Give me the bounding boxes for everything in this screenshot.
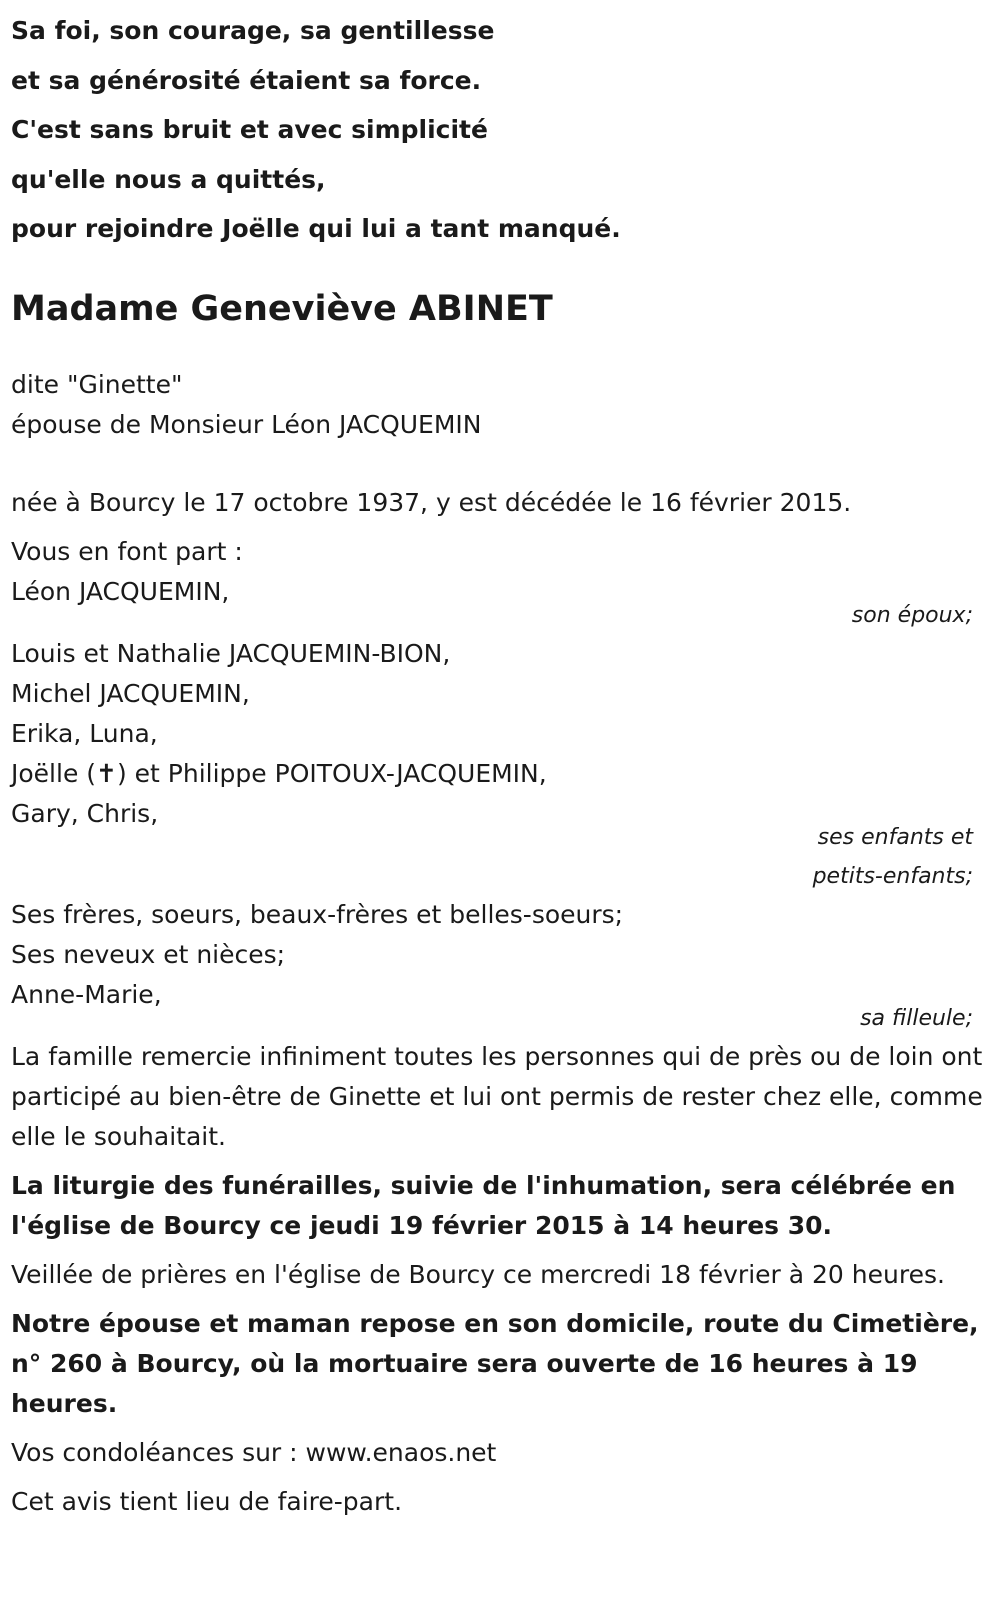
poem [11,0,989,254]
spacer [11,331,989,365]
child-line-3: Erika, Luna, [11,718,158,748]
nickname: dite "Ginette" [11,369,183,399]
funeral-paragraph: La liturgie des funérailles, suivie de l'inhumation, sera célébrée en l'église de Bourcy ce jeudi 19 février 2015 à 14 heures 30. [11,1170,956,1240]
poem-line-2: et sa générosité étaient sa force. [11,65,482,95]
rest-paragraph: Notre épouse et maman repose en son domicile, route du Cimetière, n° 260 à Bourcy, où la mortuaire sera ouverte de 16 heures à 19 heures. [11,1308,979,1418]
poem-line-3: C'est sans bruit et avec simplicité [11,115,488,144]
spouse-role: son époux; [851,602,973,628]
child-line-1: Louis et Nathalie JACQUEMIN-BION, [11,638,451,668]
deceased-name: Madame Geneviève ABINET [11,288,553,329]
spacer [11,445,989,483]
relatives-line-1: Ses frères, soeurs, beaux-frères et belles-soeurs; [11,899,624,929]
poem-line-5: pour rejoindre Joëlle qui lui a tant manqué. [11,214,621,243]
poem-line-1: Sa foi, son courage, sa gentillesse [11,16,495,45]
condolences-line: Vos condoléances sur : www.enaos.net [11,1437,497,1467]
vigil-paragraph: Veillée de prières en l'église de Bourcy ce mercredi 18 février à 20 heures. [11,1259,945,1289]
spouse-line: épouse de Monsieur Léon JACQUEMIN [11,409,482,439]
notice-line: Cet avis tient lieu de faire-part. [11,1486,403,1516]
child-line-4: Joëlle (✝) et Philippe POITOUX-JACQUEMIN, [11,758,547,788]
goddaughter-role: sa filleule; [860,1005,973,1031]
children-role-1: ses enfants et [817,824,973,850]
birth-death-line: née à Bourcy le 17 octobre 1937, y est décédée le 16 février 2015. [11,487,852,517]
child-line-5: Gary, Chris, [11,798,159,828]
poem-line-4: qu'elle nous a quittés, [11,164,326,194]
child-line-2: Michel JACQUEMIN, [11,678,250,708]
spouse-name: Léon JACQUEMIN, [11,576,230,606]
relatives-line-3: Anne-Marie, [11,979,162,1009]
relatives-line-2: Ses neveux et nièces; [11,939,286,969]
thanks-paragraph: La famille remercie infiniment toutes les personnes qui de près ou de loin ont participé au bien-être de Ginette et lui ont permis de rester chez elle, comme elle le souhaitait. [11,1041,983,1151]
children-role-2: petits-enfants; [812,863,973,889]
announcement-intro: Vous en font part : [11,536,243,566]
